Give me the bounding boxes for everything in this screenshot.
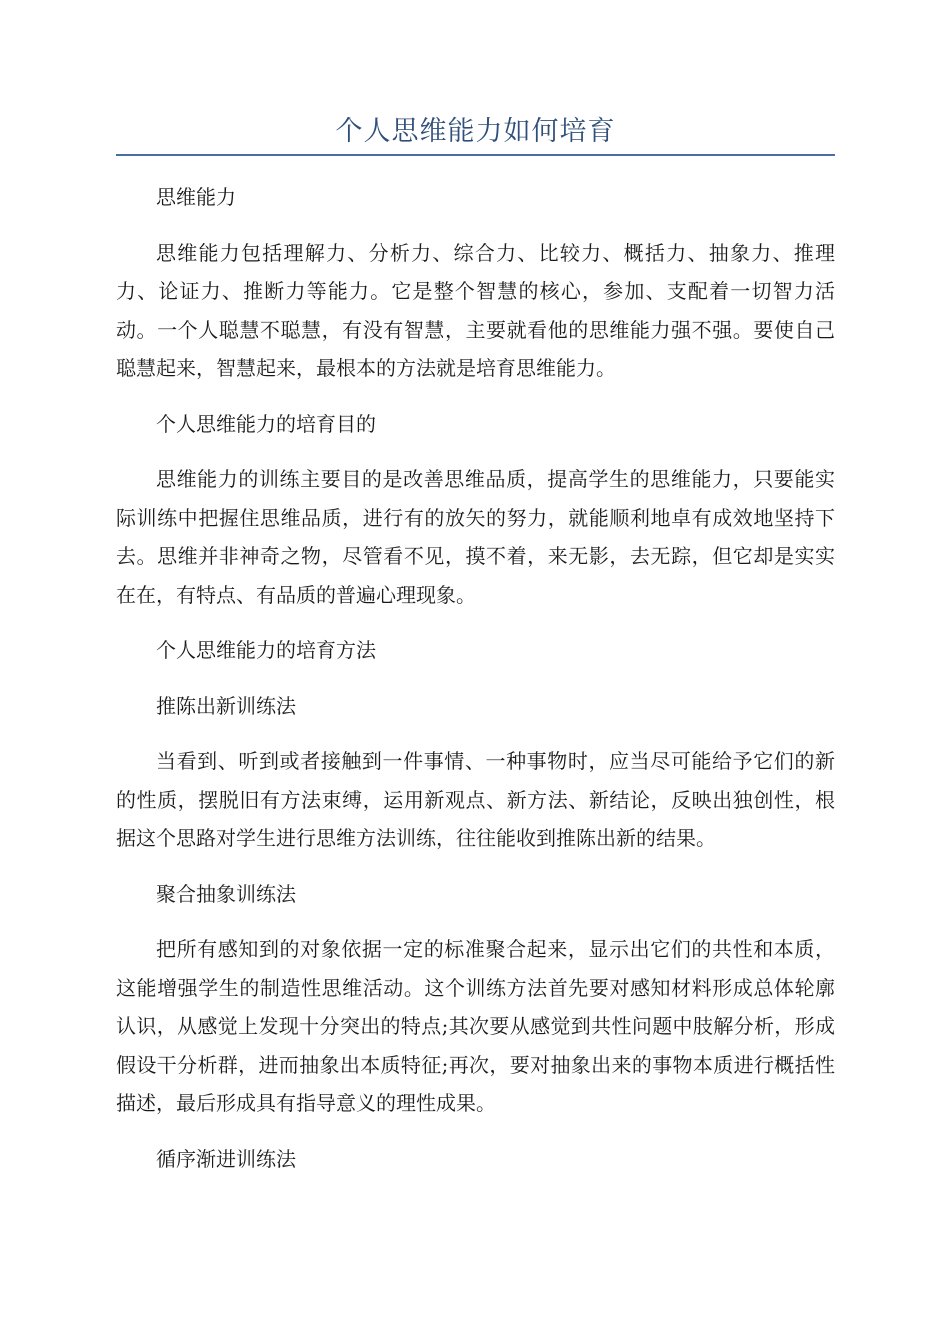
subheading-gradual-method: 循序渐进训练法 <box>156 1146 296 1171</box>
subheading-innovation-method: 推陈出新训练法 <box>156 693 296 718</box>
subheading-abstraction-method: 聚合抽象训练法 <box>156 881 296 906</box>
paragraph-purpose: 思维能力的训练主要目的是改善思维品质，提高学生的思维能力，只要能实际训练中把握住思维品质，进行有的放矢的努力，就能顺利地卓有成效地坚持下去。思维并非神奇之物，尽管看不见，摸不着，来无影，去无踪，但它却是实实在在，有特点、有品质的普遍心理现象。 <box>116 467 835 607</box>
paragraph-definition: 思维能力包括理解力、分析力、综合力、比较力、概括力、抽象力、推理力、论证力、推断力等能力。它是整个智慧的核心，参加、支配着一切智力活动。一个人聪慧不聪慧，有没有智慧，主要就看他的思维能力强不强。要使自己聪慧起来，智慧起来，最根本的方法就是培育思维能力。 <box>116 240 835 380</box>
section-heading-methods: 个人思维能力的培育方法 <box>156 638 376 662</box>
title-block <box>116 110 835 156</box>
section-heading-thinking-ability: 思维能力 <box>156 185 236 209</box>
document-body <box>116 178 835 1178</box>
title-underline <box>116 154 835 156</box>
paragraph-abstraction-method: 把所有感知到的对象依据一定的标准聚合起来，显示出它们的共性和本质，这能增强学生的制造性思维活动。这个训练方法首先要对感知材料形成总体轮廓认识，从感觉上发现十分突出的特点;其次要从感觉到共性问题中肢解分析，形成假设干分析群，进而抽象出本质特征;再次，要对抽象出来的事物本质进行概括性描述，最后形成具有指导意义的理性成果。 <box>116 937 835 1115</box>
paragraph-innovation-method: 当看到、听到或者接触到一件事情、一种事物时，应当尽可能给予它们的新的性质，摆脱旧有方法束缚，运用新观点、新方法、新结论，反映出独创性，根据这个思路对学生进行思维方法训练，往往能收到推陈出新的结果。 <box>116 749 835 850</box>
page-title: 个人思维能力如何培育 <box>335 116 616 147</box>
section-heading-purpose: 个人思维能力的培育目的 <box>156 411 376 436</box>
